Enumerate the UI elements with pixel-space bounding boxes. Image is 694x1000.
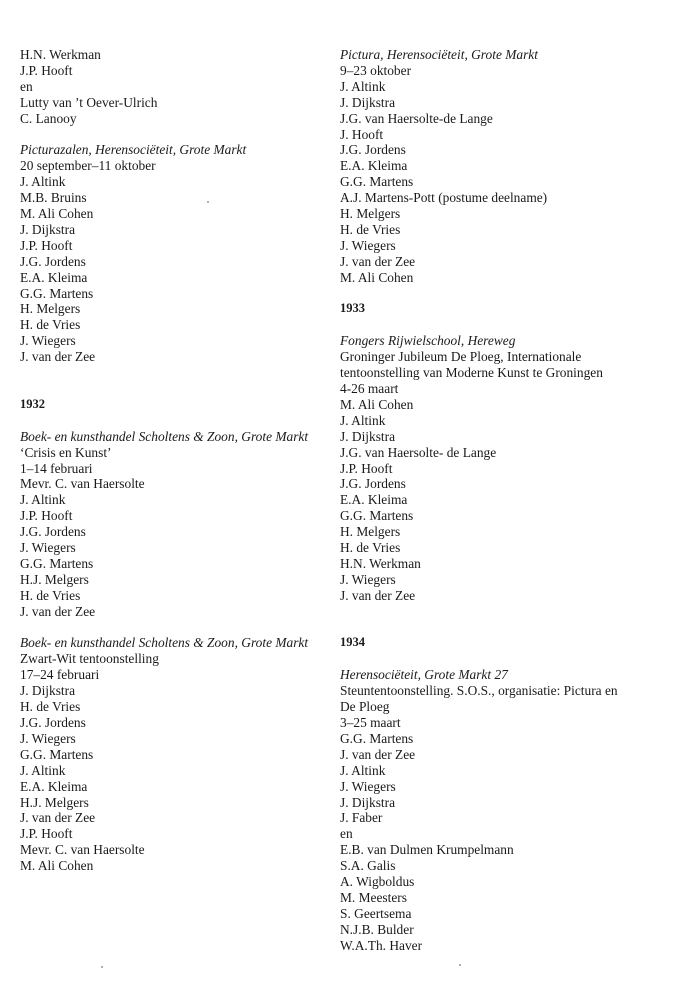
list-line: J.P. Hooft — [340, 460, 393, 476]
list-line: G.G. Martens — [340, 174, 414, 190]
list-line: J. Altink — [340, 78, 386, 94]
list-line: H. de Vries — [340, 540, 401, 556]
list-line: G.G. Martens — [20, 746, 94, 762]
list-line: J. Dijkstra — [20, 221, 76, 237]
list-line: 4-26 maart — [340, 381, 399, 396]
list-line: H. Melgers — [340, 524, 401, 540]
list-line: J. van der Zee — [340, 587, 416, 603]
exhibition-details — [20, 651, 320, 874]
list-line: J. Wiegers — [20, 540, 76, 556]
list-line: J. Wiegers — [20, 333, 76, 349]
list-line: J. Faber — [340, 810, 383, 826]
list-line: J.P. Hooft — [20, 237, 73, 253]
list-line: A. Wigboldus — [340, 874, 415, 890]
list-line: M. Meesters — [340, 889, 407, 905]
list-line: M. Ali Cohen — [20, 858, 94, 874]
exhibition-details — [340, 349, 680, 604]
list-line: H.N. Werkman — [340, 555, 421, 571]
list-line: en — [20, 78, 33, 94]
list-line: W.A.Th. Haver — [340, 937, 423, 953]
list-line: J. van der Zee — [340, 253, 416, 269]
list-line: H.N. Werkman — [20, 47, 101, 62]
list-line: A.J. Martens-Pott (postume deelname) — [340, 190, 548, 206]
list-line: J. Wiegers — [20, 730, 76, 746]
list-line: Mevr. C. van Haersolte — [20, 842, 145, 858]
list-line: Lutty van ’t Oever-Ulrich — [20, 94, 158, 110]
exhibition-details — [20, 158, 320, 365]
spacer — [20, 365, 320, 397]
exhibition-venue: Fongers Rijwielschool, Hereweg — [340, 333, 516, 349]
list-line: H. Melgers — [20, 301, 81, 317]
exhibition-details — [340, 683, 680, 953]
list-line: J.G. Jordens — [20, 253, 86, 269]
paper-speck — [459, 964, 461, 966]
list-line: J. van der Zee — [20, 349, 96, 365]
spacer — [20, 620, 320, 636]
list-line: J.G. Jordens — [340, 476, 406, 492]
paper-speck — [101, 966, 103, 968]
list-line: J. Altink — [20, 492, 66, 508]
list-line: J. Altink — [20, 174, 66, 190]
list-line: J.G. Jordens — [340, 142, 406, 158]
right-column — [340, 47, 680, 954]
list-line: H. de Vries — [340, 221, 401, 237]
spacer — [340, 286, 680, 302]
list-line: 17–24 februari — [20, 667, 100, 683]
list-line: E.A. Kleima — [20, 778, 88, 794]
list-line: H.J. Melgers — [20, 794, 89, 810]
list-line: G.G. Martens — [340, 508, 414, 524]
year-heading: 1933 — [340, 301, 365, 316]
list-line: en — [340, 826, 353, 842]
list-line: J.P. Hooft — [20, 62, 73, 78]
spacer — [20, 413, 320, 429]
list-line: M.B. Bruins — [20, 190, 87, 206]
list-line: De Ploeg — [340, 699, 390, 715]
list-line: J. Wiegers — [340, 237, 396, 253]
list-line: J. Dijkstra — [340, 428, 396, 444]
list-line: tentoonstelling van Moderne Kunst te Groningen — [340, 365, 603, 381]
list-line: S.A. Galis — [340, 858, 396, 874]
exhibition-venue: Picturazalen, Herensociëteit, Grote Markt — [20, 142, 247, 158]
exhibition-venue: Boek- en kunsthandel Scholtens & Zoon, Grote Markt — [20, 635, 309, 651]
spacer — [340, 317, 680, 333]
list-line: M. Ali Cohen — [340, 269, 414, 285]
list-line: J.G. Jordens — [20, 524, 86, 540]
list-line: J. Altink — [20, 762, 66, 778]
spacer — [20, 127, 320, 143]
list-line: J. Altink — [340, 762, 386, 778]
list-line: E.A. Kleima — [340, 492, 408, 508]
list-line: J.P. Hooft — [20, 826, 73, 842]
list-line: H. de Vries — [20, 587, 81, 603]
list-line: 1–14 februari — [20, 460, 93, 476]
list-line: J.G. van Haersolte- de Lange — [340, 444, 497, 460]
list-line: H. Melgers — [340, 206, 401, 222]
exhibition-venue: Boek- en kunsthandel Scholtens & Zoon, Grote Markt — [20, 428, 309, 444]
list-line: N.J.B. Bulder — [340, 921, 414, 937]
exhibition-details — [340, 63, 680, 286]
list-line: 20 september–11 oktober — [20, 158, 156, 174]
list-line: J. Wiegers — [340, 778, 396, 794]
exhibition-details — [20, 445, 320, 620]
list-line: J. Wiegers — [340, 571, 396, 587]
list-line: G.G. Martens — [20, 285, 94, 301]
list-line: E.A. Kleima — [340, 158, 408, 174]
list-line: M. Ali Cohen — [20, 206, 94, 222]
list-line: Steuntentoonstelling. S.O.S., organisatie: Pictura en — [340, 683, 618, 699]
list-line: 3–25 maart — [340, 715, 401, 730]
list-line: J. Dijkstra — [340, 794, 396, 810]
year-heading: 1932 — [20, 396, 45, 411]
list-line: J.G. van Haersolte-de Lange — [340, 110, 493, 126]
list-line: ‘Crisis en Kunst’ — [20, 444, 112, 460]
list-line: Mevr. C. van Haersolte — [20, 476, 145, 492]
spacer — [340, 651, 680, 667]
list-line: H. de Vries — [20, 317, 81, 333]
year-heading: 1934 — [340, 635, 365, 650]
list-line: 9–23 oktober — [340, 62, 412, 78]
list-line: J.G. Jordens — [20, 715, 86, 730]
list-line: J. Altink — [340, 412, 386, 428]
list-line: H.J. Melgers — [20, 571, 89, 587]
exhibition-venue: Herensociëteit, Grote Markt 27 — [340, 667, 508, 683]
list-line: C. Lanooy — [20, 110, 77, 126]
intro-list — [20, 47, 320, 127]
list-line: Zwart-Wit tentoonstelling — [20, 651, 159, 667]
list-line: J. van der Zee — [20, 603, 96, 619]
list-line: H. de Vries — [20, 699, 81, 715]
spacer — [340, 604, 680, 636]
list-line: E.B. van Dulmen Krumpelmann — [340, 842, 514, 858]
list-line: J. Hooft — [340, 126, 384, 142]
list-line: J. Dijkstra — [20, 683, 76, 699]
list-line: J. van der Zee — [20, 810, 96, 826]
list-line: J. van der Zee — [340, 746, 416, 762]
list-line: Groninger Jubileum De Ploeg, Internationale — [340, 349, 582, 365]
list-line: J. Dijkstra — [340, 94, 396, 110]
list-line: G.G. Martens — [20, 555, 94, 571]
list-line: M. Ali Cohen — [340, 396, 414, 412]
left-column — [20, 47, 320, 874]
list-line: S. Geertsema — [340, 905, 412, 921]
list-line: J.P. Hooft — [20, 508, 73, 524]
paper-speck — [207, 201, 209, 203]
exhibition-venue: Pictura, Herensociëteit, Grote Markt — [340, 47, 538, 62]
list-line: G.G. Martens — [340, 730, 414, 746]
list-line: E.A. Kleima — [20, 269, 88, 285]
